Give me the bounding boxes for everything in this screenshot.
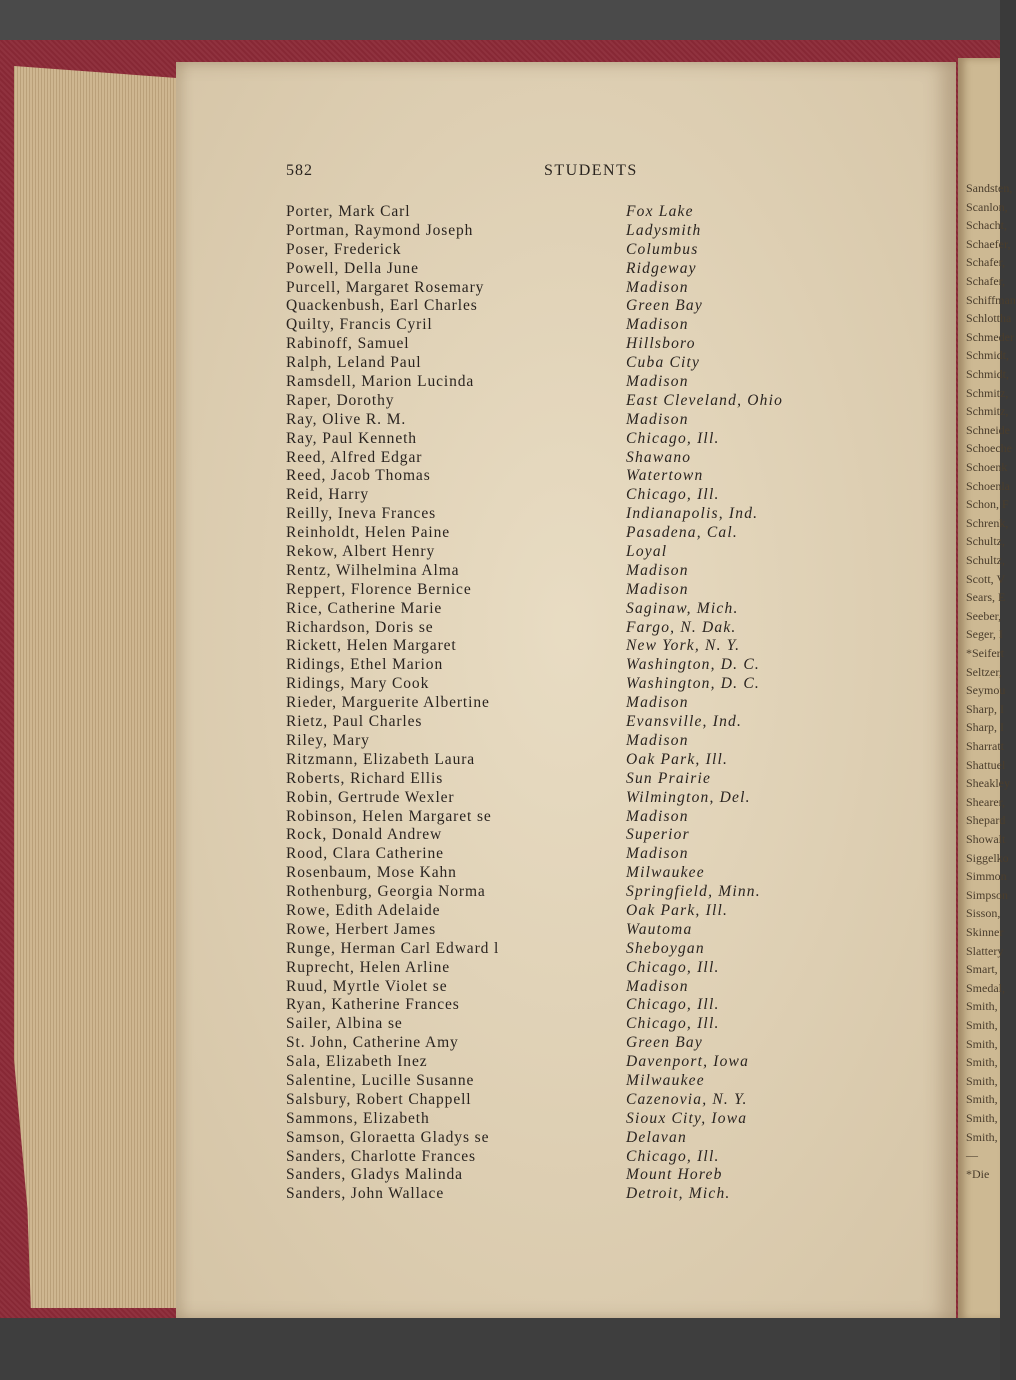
student-name: Runge, Herman Carl Edward l — [286, 939, 500, 957]
student-name: Ruprecht, Helen Arline — [286, 958, 450, 976]
student-hometown: Washington, D. C. — [626, 656, 760, 674]
student-name: Sailer, Albina se — [286, 1015, 403, 1033]
student-hometown: Loyal — [626, 543, 668, 561]
student-hometown: Ladysmith — [626, 221, 702, 239]
next-page-fragment: Smith, — [966, 1055, 998, 1070]
next-page-fragment: Sharp, I — [966, 720, 1004, 735]
student-name: Raper, Dorothy — [286, 391, 395, 409]
student-hometown: Detroit, Mich. — [626, 1185, 731, 1203]
student-hometown: Wilmington, Del. — [626, 788, 751, 806]
student-hometown: Madison — [626, 580, 689, 598]
next-page-fragment: Showalt — [966, 832, 1006, 846]
student-name: Rietz, Paul Charles — [286, 713, 423, 731]
list-item — [286, 222, 926, 241]
student-name: Reed, Jacob Thomas — [286, 467, 431, 485]
list-item — [286, 449, 926, 468]
next-page-fragment: *Die — [966, 1166, 990, 1181]
student-hometown: Milwaukee — [626, 864, 705, 882]
list-item — [286, 959, 926, 978]
student-hometown: Saginaw, Mich. — [626, 599, 739, 617]
student-hometown: Madison — [626, 410, 689, 428]
next-page-fragment: Scanlon, — [966, 199, 1008, 214]
list-item — [286, 260, 926, 279]
next-page-fragment: Schultz, — [966, 553, 1005, 567]
student-hometown: Watertown — [626, 467, 704, 485]
student-name: Rosenbaum, Mose Kahn — [286, 864, 457, 882]
student-name: Ritzmann, Elizabeth Laura — [286, 750, 476, 768]
student-name: Ralph, Leland Paul — [286, 354, 422, 372]
next-page-fragment: Schmidt, — [966, 348, 1010, 363]
next-page-fragment: Smith, — [966, 1036, 998, 1051]
next-page-fragment: Schiffman — [966, 292, 1016, 307]
list-item — [286, 902, 926, 921]
student-name: Roberts, Richard Ellis — [286, 769, 444, 787]
list-item — [286, 789, 926, 808]
next-page-fragment: Simmon — [966, 869, 1007, 884]
page-edges — [14, 66, 182, 1308]
next-page-fragment: Schmeder — [966, 329, 1014, 344]
next-page-fragment: Skinner — [966, 925, 1004, 939]
list-item — [286, 996, 926, 1015]
student-hometown: Delavan — [626, 1128, 687, 1146]
next-page-fragment: Schoeche — [966, 441, 1012, 456]
list-item — [286, 1166, 926, 1185]
student-name: Richardson, Doris se — [286, 618, 434, 636]
next-page-fragment: Sharratt — [966, 739, 1004, 753]
student-name: Ray, Olive R. M. — [286, 410, 407, 428]
list-item — [286, 808, 926, 827]
list-item — [286, 883, 926, 902]
student-hometown: Shawano — [626, 448, 692, 466]
next-page-fragment: Sandsten, — [966, 181, 1013, 195]
student-hometown: Sheboygan — [626, 939, 705, 957]
student-hometown: Chicago, Ill. — [626, 996, 720, 1014]
list-item — [286, 1129, 926, 1148]
list-item — [286, 524, 926, 543]
student-hometown: Madison — [626, 316, 689, 334]
list-item — [286, 1015, 926, 1034]
student-name: Porter, Mark Carl — [286, 203, 411, 220]
list-item — [286, 1053, 926, 1072]
student-hometown: Indianapolis, Ind. — [626, 505, 759, 523]
student-hometown: Madison — [626, 977, 689, 995]
next-page-fragment: Shearer, — [966, 794, 1006, 809]
student-hometown: Chicago, Ill. — [626, 1015, 720, 1033]
list-item — [286, 373, 926, 392]
next-page-fragment: Siggelko — [966, 850, 1009, 865]
list-item — [286, 713, 926, 732]
next-page-fragment: — — [966, 1148, 978, 1163]
student-name: Sala, Elizabeth Inez — [286, 1053, 428, 1071]
next-page-fragment: Smart, — [966, 962, 998, 977]
next-page-edge — [958, 58, 1016, 1320]
list-item — [286, 826, 926, 845]
student-name: Reid, Harry — [286, 486, 370, 504]
next-page-fragment: Scott, V — [966, 571, 1006, 586]
student-hometown: Wautoma — [626, 920, 693, 938]
list-item — [286, 354, 926, 373]
list-item — [286, 940, 926, 959]
list-item — [286, 316, 926, 335]
student-name: Sanders, Gladys Malinda — [286, 1166, 463, 1184]
student-name: Quilty, Francis Cyril — [286, 316, 433, 334]
student-name: Reppert, Florence Bernice — [286, 580, 472, 598]
student-name: Ryan, Katherine Frances — [286, 996, 460, 1014]
list-item — [286, 562, 926, 581]
next-page-fragment: Slattery — [966, 943, 1004, 958]
list-item — [286, 486, 926, 505]
student-hometown: Fox Lake — [626, 203, 694, 220]
student-name: Sanders, Charlotte Frances — [286, 1147, 476, 1165]
next-page-fragment: Smedal, — [966, 980, 1005, 995]
student-hometown: Chicago, Ill. — [626, 1147, 720, 1165]
student-name: Robin, Gertrude Wexler — [286, 788, 455, 806]
student-name: Ruud, Myrtle Violet se — [286, 977, 448, 995]
student-name: Reinholdt, Helen Paine — [286, 524, 451, 542]
student-hometown: Fargo, N. Dak. — [626, 618, 737, 636]
student-hometown: Madison — [626, 694, 689, 712]
student-hometown: Springfield, Minn. — [626, 883, 761, 901]
student-hometown: Hillsboro — [626, 335, 696, 353]
next-page-fragment: Schoenk — [966, 460, 1008, 474]
student-hometown: Davenport, Iowa — [626, 1053, 750, 1071]
next-page-fragment: Schoenla — [966, 478, 1010, 493]
student-name: Rice, Catherine Marie — [286, 599, 443, 617]
student-hometown: Madison — [626, 731, 689, 749]
student-name: Sammons, Elizabeth — [286, 1109, 430, 1127]
student-hometown: Sioux City, Iowa — [626, 1109, 748, 1127]
list-item — [286, 675, 926, 694]
list-item — [286, 978, 926, 997]
next-page-fragment: Seger, I — [966, 627, 1003, 642]
list-item — [286, 203, 926, 222]
student-name: Rood, Clara Catherine — [286, 845, 444, 863]
list-item — [286, 1034, 926, 1053]
next-page-fragment: Sheakley — [966, 776, 1010, 791]
next-page-fragment: Smith, — [966, 1018, 998, 1032]
student-name: Powell, Della June — [286, 259, 419, 277]
list-item — [286, 543, 926, 562]
list-item — [286, 600, 926, 619]
student-name: Ridings, Mary Cook — [286, 675, 430, 693]
next-page-fragment: Schmitz, — [966, 404, 1009, 419]
student-name: Purcell, Margaret Rosemary — [286, 278, 485, 296]
next-page-fragment: Shepard — [966, 813, 1006, 828]
next-page-fragment: Shattuel — [966, 757, 1006, 772]
student-hometown: Madison — [626, 373, 689, 391]
student-hometown: Washington, D. C. — [626, 675, 760, 693]
student-name: St. John, Catherine Amy — [286, 1034, 459, 1052]
next-page-fragment: Schultz, — [966, 534, 1005, 549]
student-name: Ridings, Ethel Marion — [286, 656, 444, 674]
list-item — [286, 430, 926, 449]
next-page-fragment: Seymou — [966, 683, 1006, 698]
next-page-fragment: *Seifert — [966, 646, 1004, 660]
list-item — [286, 581, 926, 600]
student-hometown: Chicago, Ill. — [626, 958, 720, 976]
student-hometown: Cazenovia, N. Y. — [626, 1090, 748, 1108]
student-hometown: Superior — [626, 826, 690, 844]
student-name: Rekow, Albert Henry — [286, 543, 436, 561]
student-name: Rickett, Helen Margaret — [286, 637, 457, 655]
student-hometown: Pasadena, Cal. — [626, 524, 738, 542]
student-hometown: Madison — [626, 807, 689, 825]
list-item — [286, 694, 926, 713]
list-item — [286, 279, 926, 298]
student-hometown: Cuba City — [626, 354, 701, 372]
list-item — [286, 1091, 926, 1110]
background-bottom — [0, 1318, 1000, 1380]
student-hometown: Chicago, Ill. — [626, 429, 720, 447]
student-name: Rowe, Herbert James — [286, 920, 437, 938]
student-hometown: Madison — [626, 561, 689, 579]
next-page-fragment: Schmitz, — [966, 385, 1009, 400]
student-hometown: Green Bay — [626, 1034, 703, 1052]
list-item — [286, 411, 926, 430]
student-hometown: Oak Park, Ill. — [626, 901, 729, 919]
next-page-fragment: Sharp, I — [966, 701, 1004, 716]
background-top — [0, 0, 1000, 44]
next-page-fragment: Schacht, — [966, 218, 1007, 233]
next-page-fragment: Smith, — [966, 999, 998, 1014]
running-head: STUDENTS — [544, 162, 638, 179]
student-name: Salentine, Lucille Susanne — [286, 1071, 475, 1089]
list-item — [286, 505, 926, 524]
list-item — [286, 297, 926, 316]
student-hometown: Madison — [626, 278, 689, 296]
next-page-fragment: Seltzer, — [966, 664, 1002, 679]
list-item — [286, 1148, 926, 1167]
student-name: Ramsdell, Marion Lucinda — [286, 373, 475, 391]
list-item — [286, 619, 926, 638]
next-page-fragment: Smith, — [966, 1129, 998, 1144]
next-page-fragment: Smith, — [966, 1092, 998, 1107]
student-name: Rieder, Marguerite Albertine — [286, 694, 490, 712]
list-item — [286, 845, 926, 864]
student-name: Reilly, Ineva Frances — [286, 505, 437, 523]
student-name: Ray, Paul Kenneth — [286, 429, 417, 447]
student-hometown: Green Bay — [626, 297, 703, 315]
list-item — [286, 921, 926, 940]
next-page-fragment: Seeber, — [966, 608, 1002, 623]
book-page — [176, 62, 956, 1320]
list-item — [286, 1072, 926, 1091]
student-name: Rentz, Wilhelmina Alma — [286, 561, 460, 579]
list-item — [286, 637, 926, 656]
next-page-fragment: Sears, E — [966, 590, 1006, 605]
student-hometown: Oak Park, Ill. — [626, 750, 729, 768]
student-name: Portman, Raymond Joseph — [286, 221, 474, 239]
student-name: Rothenburg, Georgia Norma — [286, 883, 486, 901]
student-name: Samson, Gloraetta Gladys se — [286, 1128, 490, 1146]
list-item — [286, 335, 926, 354]
student-hometown: Evansville, Ind. — [626, 713, 743, 731]
student-name: Sanders, John Wallace — [286, 1185, 445, 1203]
student-name: Rowe, Edith Adelaide — [286, 901, 441, 919]
list-item — [286, 467, 926, 486]
next-page-fragment: Simpson — [966, 887, 1009, 902]
student-hometown: Ridgeway — [626, 259, 697, 277]
student-name: Poser, Frederick — [286, 240, 402, 258]
list-item — [286, 770, 926, 789]
next-page-fragment: Schmidt, — [966, 367, 1010, 381]
student-name: Quackenbush, Earl Charles — [286, 297, 478, 315]
next-page-fragment: Schneide — [966, 422, 1010, 437]
student-name: Reed, Alfred Edgar — [286, 448, 423, 466]
list-item — [286, 732, 926, 751]
student-hometown: New York, N. Y. — [626, 637, 741, 655]
list-item — [286, 656, 926, 675]
student-hometown: Madison — [626, 845, 689, 863]
list-item — [286, 864, 926, 883]
student-hometown: Chicago, Ill. — [626, 486, 720, 504]
student-name: Salsbury, Robert Chappell — [286, 1090, 472, 1108]
list-item — [286, 1185, 926, 1204]
student-hometown: Sun Prairie — [626, 769, 712, 787]
next-page-fragment: Schrenk, — [966, 515, 1009, 530]
student-name: Rock, Donald Andrew — [286, 826, 443, 844]
student-hometown: Mount Horeb — [626, 1166, 723, 1184]
list-item — [286, 1110, 926, 1129]
student-name: Rabinoff, Samuel — [286, 335, 410, 353]
list-item — [286, 241, 926, 260]
student-hometown: Milwaukee — [626, 1071, 705, 1089]
next-page-fragment: Smith, — [966, 1111, 998, 1125]
student-hometown: East Cleveland, Ohio — [626, 391, 784, 409]
student-list — [286, 203, 926, 1204]
student-hometown: Columbus — [626, 240, 699, 258]
next-page-fragment: Schafer, — [966, 255, 1006, 270]
next-page-fragment: Schon, F — [966, 497, 1009, 512]
student-name: Robinson, Helen Margaret se — [286, 807, 492, 825]
next-page-fragment: Schafer, — [966, 274, 1006, 288]
list-item — [286, 392, 926, 411]
student-name: Riley, Mary — [286, 731, 370, 749]
next-page-fragment: Smith, — [966, 1073, 998, 1088]
next-page-fragment: Schlottha — [966, 311, 1012, 326]
list-item — [286, 751, 926, 770]
next-page-fragment: Schaefer, — [966, 236, 1011, 251]
next-page-fragment: Sisson, — [966, 906, 1001, 921]
page-number: 582 — [286, 162, 313, 179]
